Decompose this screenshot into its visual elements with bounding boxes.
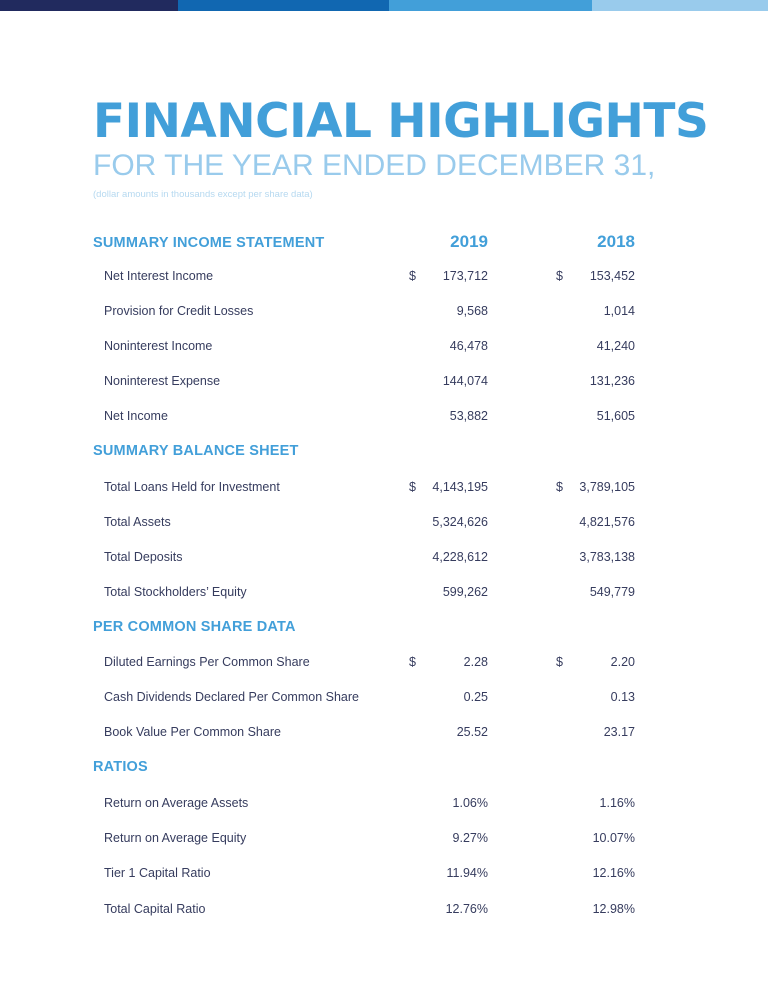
table-row xyxy=(0,547,768,567)
value-2019: 25.52 xyxy=(456,725,488,739)
value-2018: 12.16% xyxy=(592,866,635,880)
value-2019: 599,262 xyxy=(442,585,488,599)
table-row xyxy=(0,793,768,813)
row-label: Tier 1 Capital Ratio xyxy=(104,866,211,880)
value-2019: 4,143,195 xyxy=(432,480,488,494)
value-2018: 3,789,105 xyxy=(579,480,635,494)
row-label: Cash Dividends Declared Per Common Share xyxy=(104,690,359,704)
currency-symbol-2018: $ xyxy=(556,269,563,283)
color-bar-segment-pale xyxy=(592,0,768,11)
value-2019: 2.28 xyxy=(463,655,488,669)
row-label: Book Value Per Common Share xyxy=(104,725,281,739)
table-row xyxy=(0,477,768,497)
row-label: Return on Average Equity xyxy=(104,831,247,845)
value-2018: 51,605 xyxy=(596,409,635,423)
page-title: FINANCIAL HIGHLIGHTS xyxy=(93,94,709,149)
value-2018: 1,014 xyxy=(603,304,635,318)
value-2019: 5,324,626 xyxy=(432,515,488,529)
value-2018: 2.20 xyxy=(610,655,635,669)
row-label: Diluted Earnings Per Common Share xyxy=(104,655,310,669)
table-row xyxy=(0,687,768,707)
value-2018: 131,236 xyxy=(589,374,635,388)
page-subtitle: FOR THE YEAR ENDED DECEMBER 31, xyxy=(93,149,656,182)
section-title-balance-sheet: SUMMARY BALANCE SHEET xyxy=(93,443,299,459)
color-bar-segment-navy xyxy=(0,0,178,11)
color-bar-segment-sky xyxy=(389,0,592,11)
section-title-per-share-data: PER COMMON SHARE DATA xyxy=(93,619,296,635)
column-header-2018: 2018 xyxy=(597,232,635,251)
row-label: Provision for Credit Losses xyxy=(104,304,254,318)
table-row xyxy=(0,828,768,848)
color-bar-segment-blue xyxy=(178,0,389,11)
value-2018: 1.16% xyxy=(599,796,635,810)
value-2019: 53,882 xyxy=(449,409,488,423)
table-row xyxy=(0,652,768,672)
value-2019: 173,712 xyxy=(442,269,488,283)
table-row xyxy=(0,722,768,742)
row-label: Noninterest Income xyxy=(104,339,213,353)
value-2018: 41,240 xyxy=(596,339,635,353)
row-label: Total Loans Held for Investment xyxy=(104,480,280,494)
value-2019: 46,478 xyxy=(449,339,488,353)
value-2019: 0.25 xyxy=(463,690,488,704)
table-row xyxy=(0,863,768,883)
row-label: Total Capital Ratio xyxy=(104,902,206,916)
table-row xyxy=(0,512,768,532)
table-row xyxy=(0,899,768,919)
row-label: Net Income xyxy=(104,409,168,423)
currency-symbol-2019: $ xyxy=(409,269,416,283)
currency-symbol-2019: $ xyxy=(409,480,416,494)
table-row xyxy=(0,336,768,356)
row-label: Return on Average Assets xyxy=(104,796,249,810)
row-label: Total Assets xyxy=(104,515,171,529)
row-label: Total Deposits xyxy=(104,550,183,564)
value-2019: 1.06% xyxy=(452,796,488,810)
row-label: Noninterest Expense xyxy=(104,374,221,388)
value-2018: 4,821,576 xyxy=(579,515,635,529)
column-header-2019: 2019 xyxy=(450,232,488,251)
value-2019: 12.76% xyxy=(445,902,488,916)
value-2018: 549,779 xyxy=(589,585,635,599)
units-note: (dollar amounts in thousands except per share data) xyxy=(93,189,313,200)
table-row xyxy=(0,266,768,286)
value-2019: 4,228,612 xyxy=(432,550,488,564)
table-row xyxy=(0,582,768,602)
row-label: Total Stockholders’ Equity xyxy=(104,585,247,599)
value-2019: 9.27% xyxy=(452,831,488,845)
section-title-income-statement: SUMMARY INCOME STATEMENT xyxy=(93,235,325,251)
value-2018: 0.13 xyxy=(610,690,635,704)
table-row xyxy=(0,371,768,391)
currency-symbol-2018: $ xyxy=(556,655,563,669)
value-2019: 144,074 xyxy=(442,374,488,388)
value-2019: 11.94% xyxy=(446,866,488,880)
value-2018: 3,783,138 xyxy=(579,550,635,564)
value-2018: 23.17 xyxy=(603,725,635,739)
currency-symbol-2019: $ xyxy=(409,655,416,669)
value-2018: 10.07% xyxy=(592,831,635,845)
table-row xyxy=(0,301,768,321)
currency-symbol-2018: $ xyxy=(556,480,563,494)
table-row xyxy=(0,406,768,426)
value-2018: 12.98% xyxy=(592,902,635,916)
row-label: Net Interest Income xyxy=(104,269,214,283)
value-2018: 153,452 xyxy=(589,269,635,283)
section-title-ratios: RATIOS xyxy=(93,759,148,775)
value-2019: 9,568 xyxy=(456,304,488,318)
top-color-bar xyxy=(0,0,768,11)
